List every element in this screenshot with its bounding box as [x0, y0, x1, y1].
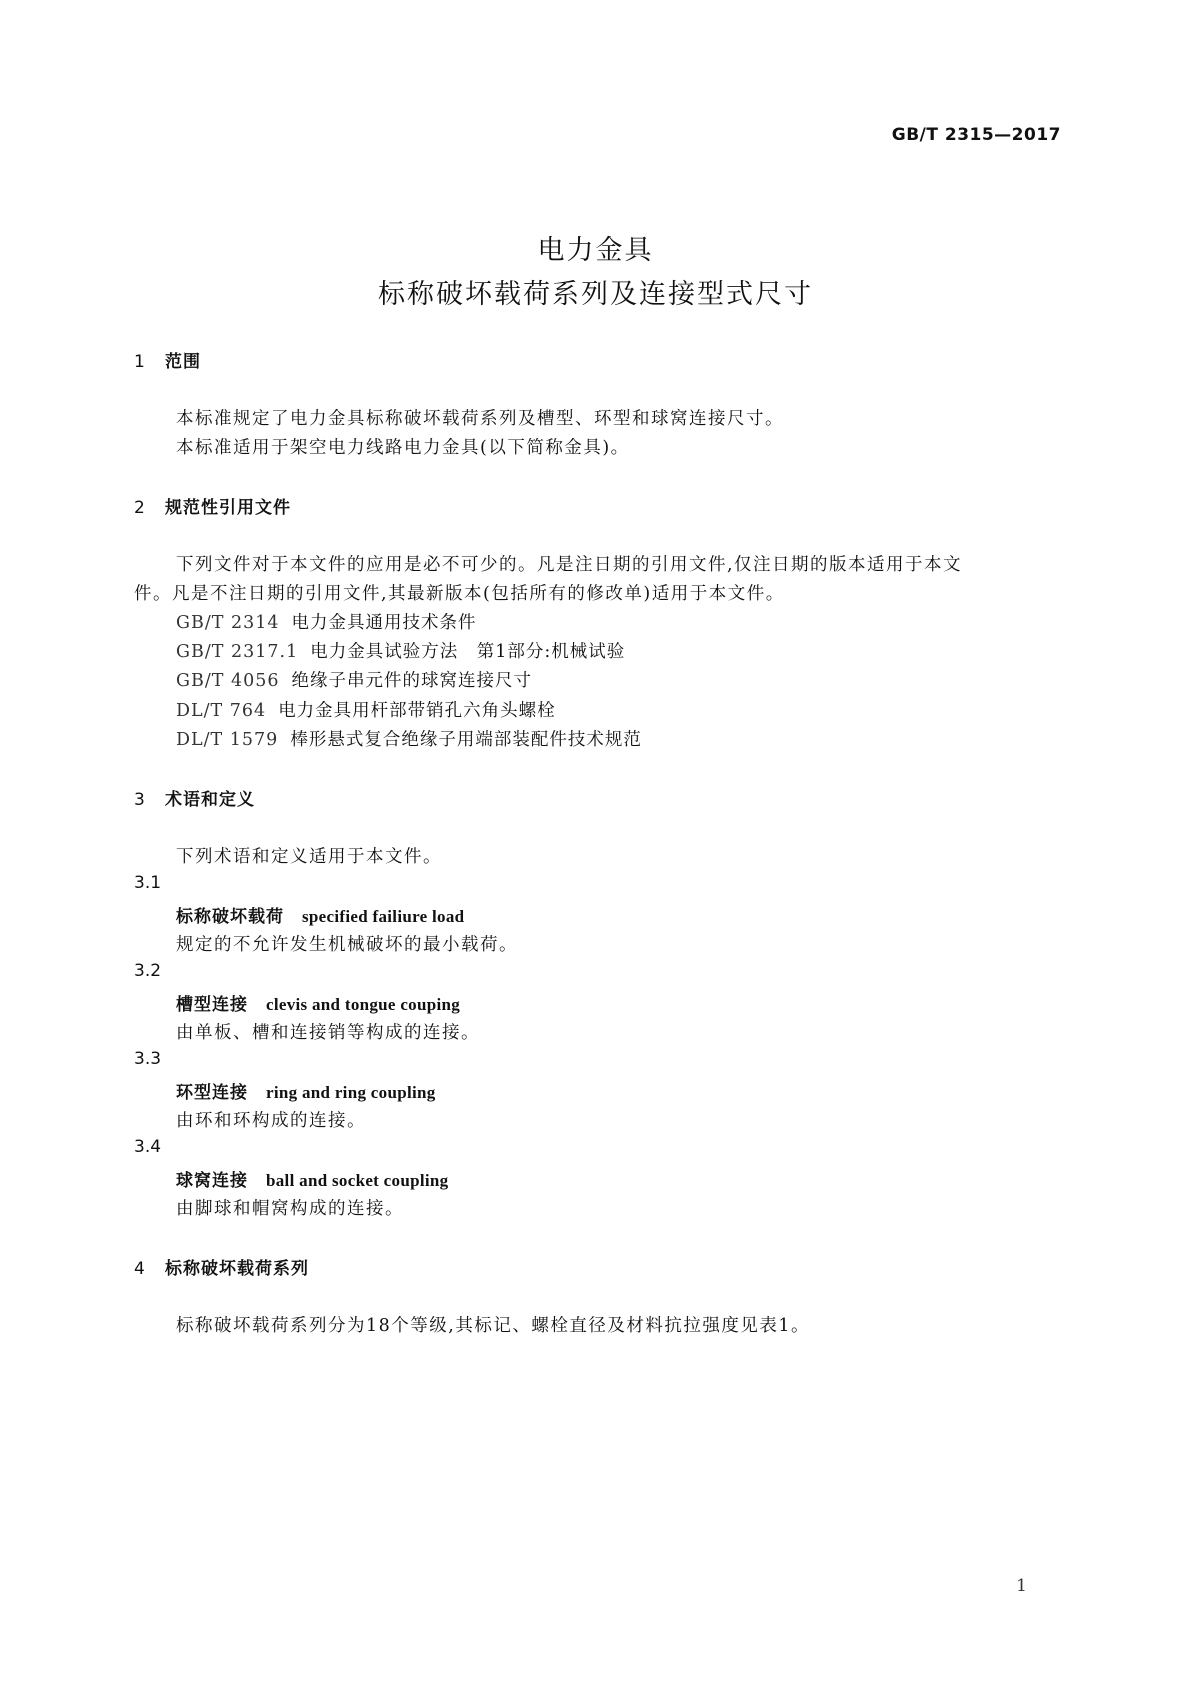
- terms-intro: 下列术语和定义适用于本文件。: [176, 847, 442, 867]
- section-title: 术语和定义: [165, 790, 255, 810]
- term-heading: [176, 902, 464, 927]
- term-heading: [176, 1078, 436, 1103]
- scope-paragraph-1: 本标准规定了电力金具标称破坏载荷系列及槽型、环型和球窝连接尺寸。: [176, 409, 784, 429]
- reference-code: GB/T 2314: [176, 613, 280, 633]
- term-number: 3.2: [134, 961, 162, 981]
- term-cn: 环型连接: [176, 1083, 248, 1103]
- normative-intro-line1: 下列文件对于本文件的应用是必不可少的。凡是注日期的引用文件,仅注日期的版本适用于本文: [176, 555, 963, 575]
- reference-title: 电力金具试验方法 第1部分:机械试验: [310, 642, 626, 662]
- reference-code: GB/T 4056: [176, 671, 280, 691]
- scope-paragraph-2: 本标准适用于架空电力线路电力金具(以下简称金具)。: [176, 438, 630, 458]
- section-number: 3: [134, 790, 146, 810]
- term-cn: 标称破坏载荷: [176, 907, 284, 927]
- standard-code: GB/T 2315—2017: [891, 125, 1061, 145]
- reference-code: GB/T 2317.1: [176, 642, 299, 662]
- term-number: 3.3: [134, 1049, 162, 1069]
- term-en: specified failiure load: [302, 907, 465, 926]
- load-series-paragraph: 标称破坏载荷系列分为18个等级,其标记、螺栓直径及材料抗拉强度见表1。: [176, 1316, 810, 1336]
- section-title: 范围: [165, 352, 201, 372]
- reference-title: 棒形悬式复合绝缘子用端部装配件技术规范: [290, 730, 642, 750]
- reference-item: [176, 638, 625, 663]
- section-title: 标称破坏载荷系列: [165, 1259, 309, 1279]
- term-definition: 由脚球和帽窝构成的连接。: [176, 1199, 404, 1219]
- term-cn: 球窝连接: [176, 1171, 248, 1191]
- document-title-line1: 电力金具: [537, 235, 654, 266]
- term-heading: [176, 990, 460, 1015]
- reference-item: [176, 726, 642, 751]
- reference-title: 绝缘子串元件的球窝连接尺寸: [291, 671, 533, 691]
- reference-item: [176, 697, 556, 722]
- term-cn: 槽型连接: [176, 995, 248, 1015]
- reference-item: [176, 609, 477, 634]
- reference-code: DL/T 1579: [176, 730, 279, 750]
- section-number: 4: [134, 1259, 146, 1279]
- term-number: 3.4: [134, 1137, 162, 1157]
- section-title: 规范性引用文件: [165, 498, 291, 518]
- section-number: 2: [134, 498, 146, 518]
- term-heading: [176, 1166, 448, 1191]
- reference-title: 电力金具用杆部带销孔六角头螺栓: [278, 701, 556, 721]
- term-en: ring and ring coupling: [266, 1083, 436, 1102]
- term-number: 3.1: [134, 873, 162, 893]
- reference-item: [176, 667, 532, 692]
- section-3-heading: [134, 785, 255, 810]
- term-definition: 规定的不允许发生机械破坏的最小载荷。: [176, 935, 518, 955]
- document-title-line2: 标称破坏载荷系列及连接型式尺寸: [378, 279, 813, 310]
- term-definition: 由单板、槽和连接销等构成的连接。: [176, 1023, 480, 1043]
- reference-code: DL/T 764: [176, 701, 267, 721]
- section-2-heading: [134, 493, 291, 518]
- term-definition: 由环和环构成的连接。: [176, 1111, 366, 1131]
- term-en: ball and socket coupling: [266, 1171, 449, 1190]
- reference-title: 电力金具通用技术条件: [291, 613, 477, 633]
- section-4-heading: [134, 1254, 309, 1279]
- section-number: 1: [134, 352, 146, 372]
- term-en: clevis and tongue couping: [266, 995, 461, 1014]
- section-1-heading: [134, 347, 201, 372]
- page-number: 1: [1016, 1576, 1027, 1596]
- normative-intro-line2: 件。凡是不注日期的引用文件,其最新版本(包括所有的修改单)适用于本文件。: [134, 584, 785, 604]
